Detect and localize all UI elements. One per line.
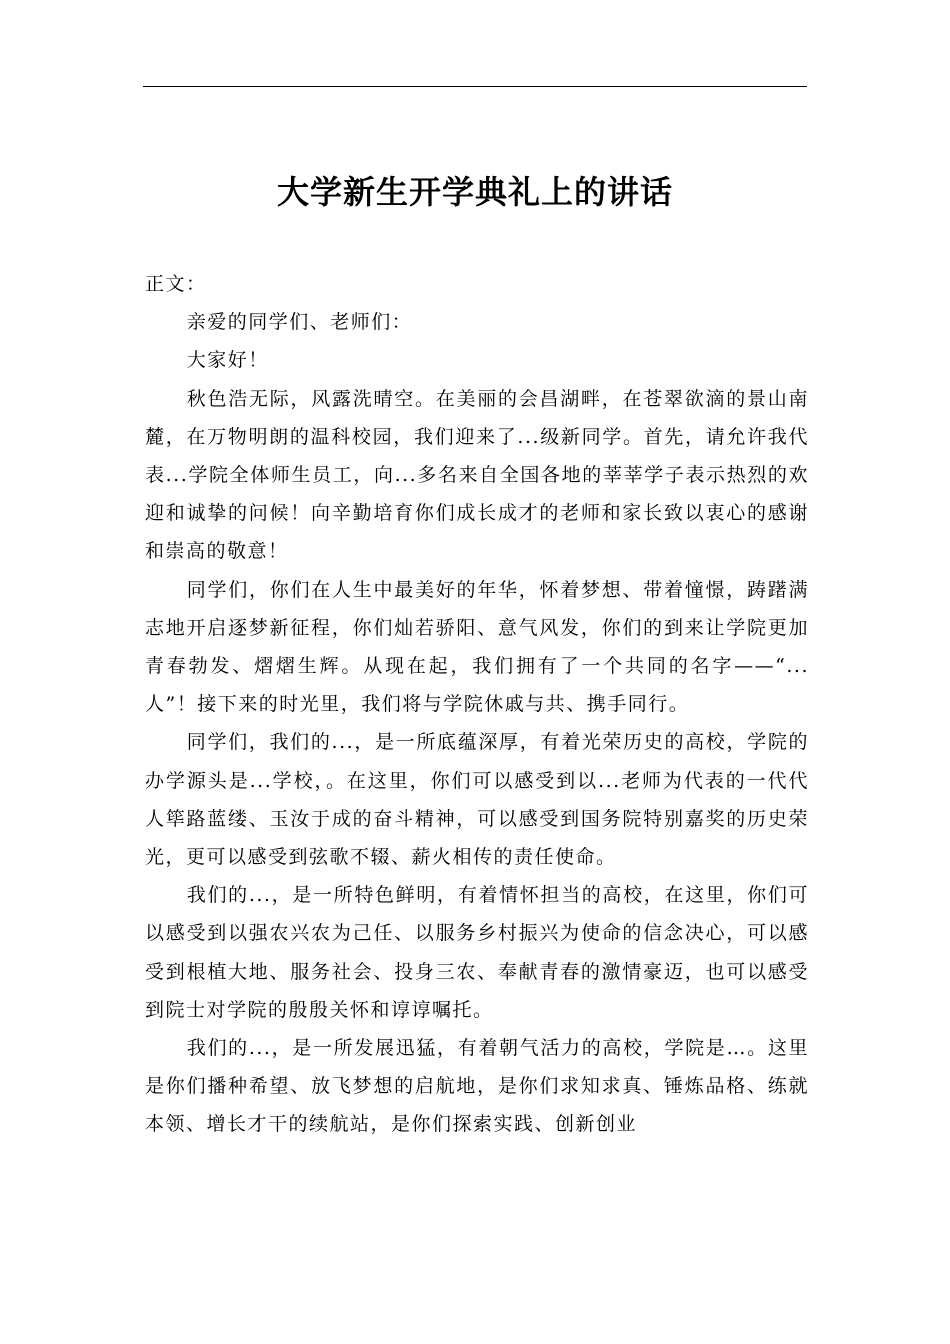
paragraph-development: 我们的...，是一所发展迅猛，有着朝气活力的高校，学院是…。这里是你们播种希望、放飞梦想的启航地，是你们求知求真、锤炼品格、练就本领、增长才干的续航站，是你们探索实践、创新创业 <box>145 1037 809 1136</box>
salutation: 亲爱的同学们、老师们： <box>186 311 413 334</box>
paragraph-welcome: 秋色浩无际，风露洗晴空。在美丽的会昌湖畔，在苍翠欲滴的景山南麓，在万物明朗的温科校园，我们迎来了...级新同学。首先，请允许我代表...学院全体师生员工，向...多名来自全国各地的莘莘学子表示热烈的欢迎和诚挚的问候！向辛勤培育你们成长成才的老师和家长致以衷心的感谢和崇高的敬意！ <box>145 387 809 563</box>
document-title: 大学新生开学典礼上的讲话 <box>276 173 673 211</box>
paragraph-history: 同学们，我们的...，是一所底蕴深厚，有着光荣历史的高校，学院的办学源头是...学校，。在这里，你们可以感受到以...老师为代表的一代代人筚路蓝缕、玉汝于成的奋斗精神，可以感受到国务院特别嘉奖的历史荣光，更可以感受到弦歌不辍、薪火相传的责任使命。 <box>145 731 809 869</box>
paragraph-new-journey: 同学们，你们在人生中最美好的年华，怀着梦想、带着憧憬，踌躇满志地开启逐梦新征程，你们灿若骄阳、意气风发，你们的到来让学院更加青春勃发、熠熠生辉。从现在起，我们拥有了一个共同的名字——“...人”！接下来的时光里，我们将与学院休戚与共、携手同行。 <box>145 578 809 716</box>
document-body <box>145 265 809 1144</box>
greeting: 大家好！ <box>186 349 269 372</box>
header-rule <box>143 86 807 87</box>
body-label: 正文： <box>145 273 207 295</box>
paragraph-characteristics: 我们的...，是一所特色鲜明，有着情怀担当的高校，在这里，你们可以感受到以强农兴农为己任、以服务乡村振兴为使命的信念决心，可以感受到根植大地、服务社会、投身三农、奉献青春的激情豪迈，也可以感受到院士对学院的殷殷关怀和谆谆嘱托。 <box>145 884 809 1021</box>
